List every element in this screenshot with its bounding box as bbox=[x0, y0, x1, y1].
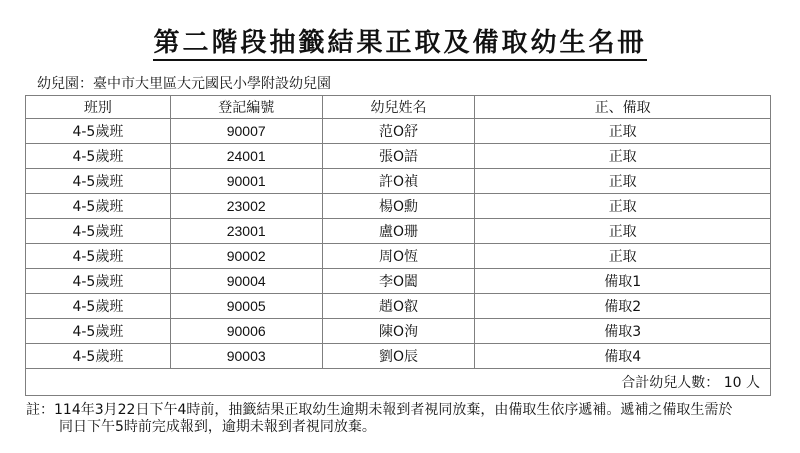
cell-registration-number: 23001 bbox=[170, 219, 322, 244]
document-title bbox=[0, 22, 800, 59]
table-row bbox=[26, 169, 771, 194]
total-cell bbox=[26, 369, 771, 396]
table-row bbox=[26, 144, 771, 169]
cell-admission-status: 正取 bbox=[475, 144, 771, 169]
cell-class: 4-5歲班 bbox=[26, 344, 171, 369]
cell-registration-number: 90003 bbox=[170, 344, 322, 369]
admission-roster-table bbox=[25, 95, 771, 396]
cell-child-name: 周O恆 bbox=[322, 244, 475, 269]
cell-registration-number: 90007 bbox=[170, 119, 322, 144]
cell-registration-number: 24001 bbox=[170, 144, 322, 169]
cell-child-name: 楊O勳 bbox=[322, 194, 475, 219]
cell-child-name: 李O闔 bbox=[322, 269, 475, 294]
cell-admission-status: 備取3 bbox=[475, 319, 771, 344]
cell-child-name: 劉O辰 bbox=[322, 344, 475, 369]
cell-registration-number: 23002 bbox=[170, 194, 322, 219]
table-row bbox=[26, 194, 771, 219]
title-text: 第二階段抽籤結果正取及備取幼生名冊 bbox=[153, 28, 646, 61]
cell-child-name: 陳O洵 bbox=[322, 319, 475, 344]
cell-class: 4-5歲班 bbox=[26, 269, 171, 294]
cell-registration-number: 90001 bbox=[170, 169, 322, 194]
table-row bbox=[26, 119, 771, 144]
cell-admission-status: 正取 bbox=[475, 119, 771, 144]
table-row bbox=[26, 344, 771, 369]
cell-child-name: 許O禎 bbox=[322, 169, 475, 194]
cell-child-name: 范O舒 bbox=[322, 119, 475, 144]
cell-child-name: 趙O叡 bbox=[322, 294, 475, 319]
footnote-line-2: 同日下午5時前完成報到，逾期未報到者視同放棄。 bbox=[59, 419, 376, 435]
cell-class: 4-5歲班 bbox=[26, 169, 171, 194]
cell-class: 4-5歲班 bbox=[26, 144, 171, 169]
cell-class: 4-5歲班 bbox=[26, 319, 171, 344]
cell-admission-status: 正取 bbox=[475, 194, 771, 219]
cell-admission-status: 備取2 bbox=[475, 294, 771, 319]
table-row bbox=[26, 319, 771, 344]
cell-admission-status: 備取4 bbox=[475, 344, 771, 369]
cell-registration-number: 90004 bbox=[170, 269, 322, 294]
footnote-line-1: 註：114年3月22日下午4時前，抽籤結果正取幼生逾期未報到者視同放棄，由備取生依序遞補。遞補之備取生需於 bbox=[26, 402, 733, 418]
cell-class: 4-5歲班 bbox=[26, 119, 171, 144]
table-row bbox=[26, 219, 771, 244]
cell-class: 4-5歲班 bbox=[26, 219, 171, 244]
header-admission-status: 正、備取 bbox=[475, 96, 771, 119]
cell-registration-number: 90002 bbox=[170, 244, 322, 269]
table-row bbox=[26, 294, 771, 319]
cell-admission-status: 正取 bbox=[475, 219, 771, 244]
table-header-row bbox=[26, 96, 771, 119]
header-child-name: 幼兒姓名 bbox=[322, 96, 475, 119]
cell-class: 4-5歲班 bbox=[26, 194, 171, 219]
cell-class: 4-5歲班 bbox=[26, 294, 171, 319]
table-row bbox=[26, 244, 771, 269]
table-total-row bbox=[26, 369, 771, 396]
header-registration-number: 登記編號 bbox=[170, 96, 322, 119]
total-label: 合計幼兒人數： bbox=[621, 375, 720, 391]
cell-admission-status: 備取1 bbox=[475, 269, 771, 294]
table-row bbox=[26, 269, 771, 294]
cell-child-name: 盧O珊 bbox=[322, 219, 475, 244]
cell-class: 4-5歲班 bbox=[26, 244, 171, 269]
cell-admission-status: 正取 bbox=[475, 169, 771, 194]
cell-admission-status: 正取 bbox=[475, 244, 771, 269]
cell-registration-number: 90006 bbox=[170, 319, 322, 344]
cell-child-name: 張O語 bbox=[322, 144, 475, 169]
footnote bbox=[26, 402, 776, 436]
cell-registration-number: 90005 bbox=[170, 294, 322, 319]
header-class: 班別 bbox=[26, 96, 171, 119]
total-unit: 人 bbox=[746, 375, 760, 391]
total-value: 10 bbox=[723, 375, 742, 391]
kindergarten-name: 幼兒園：臺中市大里區大元國民小學附設幼兒園 bbox=[37, 76, 331, 92]
